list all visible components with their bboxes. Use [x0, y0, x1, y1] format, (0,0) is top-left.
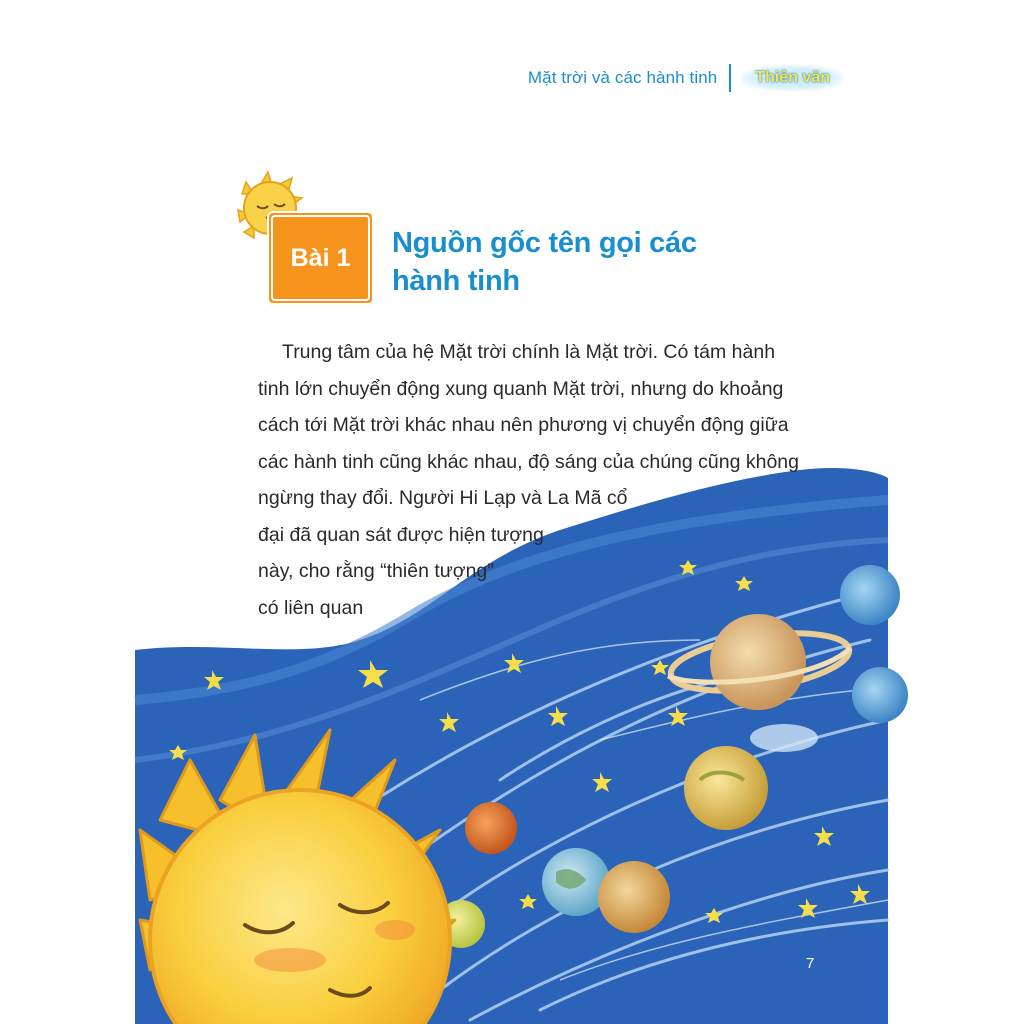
lesson-title: Nguồn gốc tên gọi các hành tinh — [392, 227, 697, 297]
header-badge-label: Thiên văn — [755, 69, 830, 86]
body-line: Trung tâm của hệ Mặt trời chính là Mặt trời. Có tám hành — [282, 341, 776, 363]
lesson-badge — [267, 211, 374, 305]
body-line: có liên quan — [258, 596, 364, 619]
running-header — [528, 62, 840, 94]
page-number: 7 — [806, 955, 815, 972]
body-line: tinh lớn chuyển động xung quanh Mặt trời, nhưng do khoảng — [258, 377, 784, 400]
body-line: đại đã quan sát được hiện tượng — [258, 523, 544, 546]
header-title: Mặt trời và các hành tinh — [527, 68, 718, 87]
body-line: ngừng thay đổi. Người Hi Lạp và La Mã cổ — [258, 487, 628, 509]
lesson-label: Bài 1 — [290, 243, 351, 272]
body-line: này, cho rằng “thiên tượng” — [258, 560, 494, 582]
body-paragraph — [258, 334, 799, 626]
header-divider — [729, 64, 731, 92]
header-badge — [745, 65, 840, 91]
body-line: các hành tinh cũng khác nhau, độ sáng của chúng cũng không — [258, 450, 799, 473]
body-line: cách tới Mặt trời khác nhau nên phương vị chuyển động giữa — [258, 414, 789, 436]
